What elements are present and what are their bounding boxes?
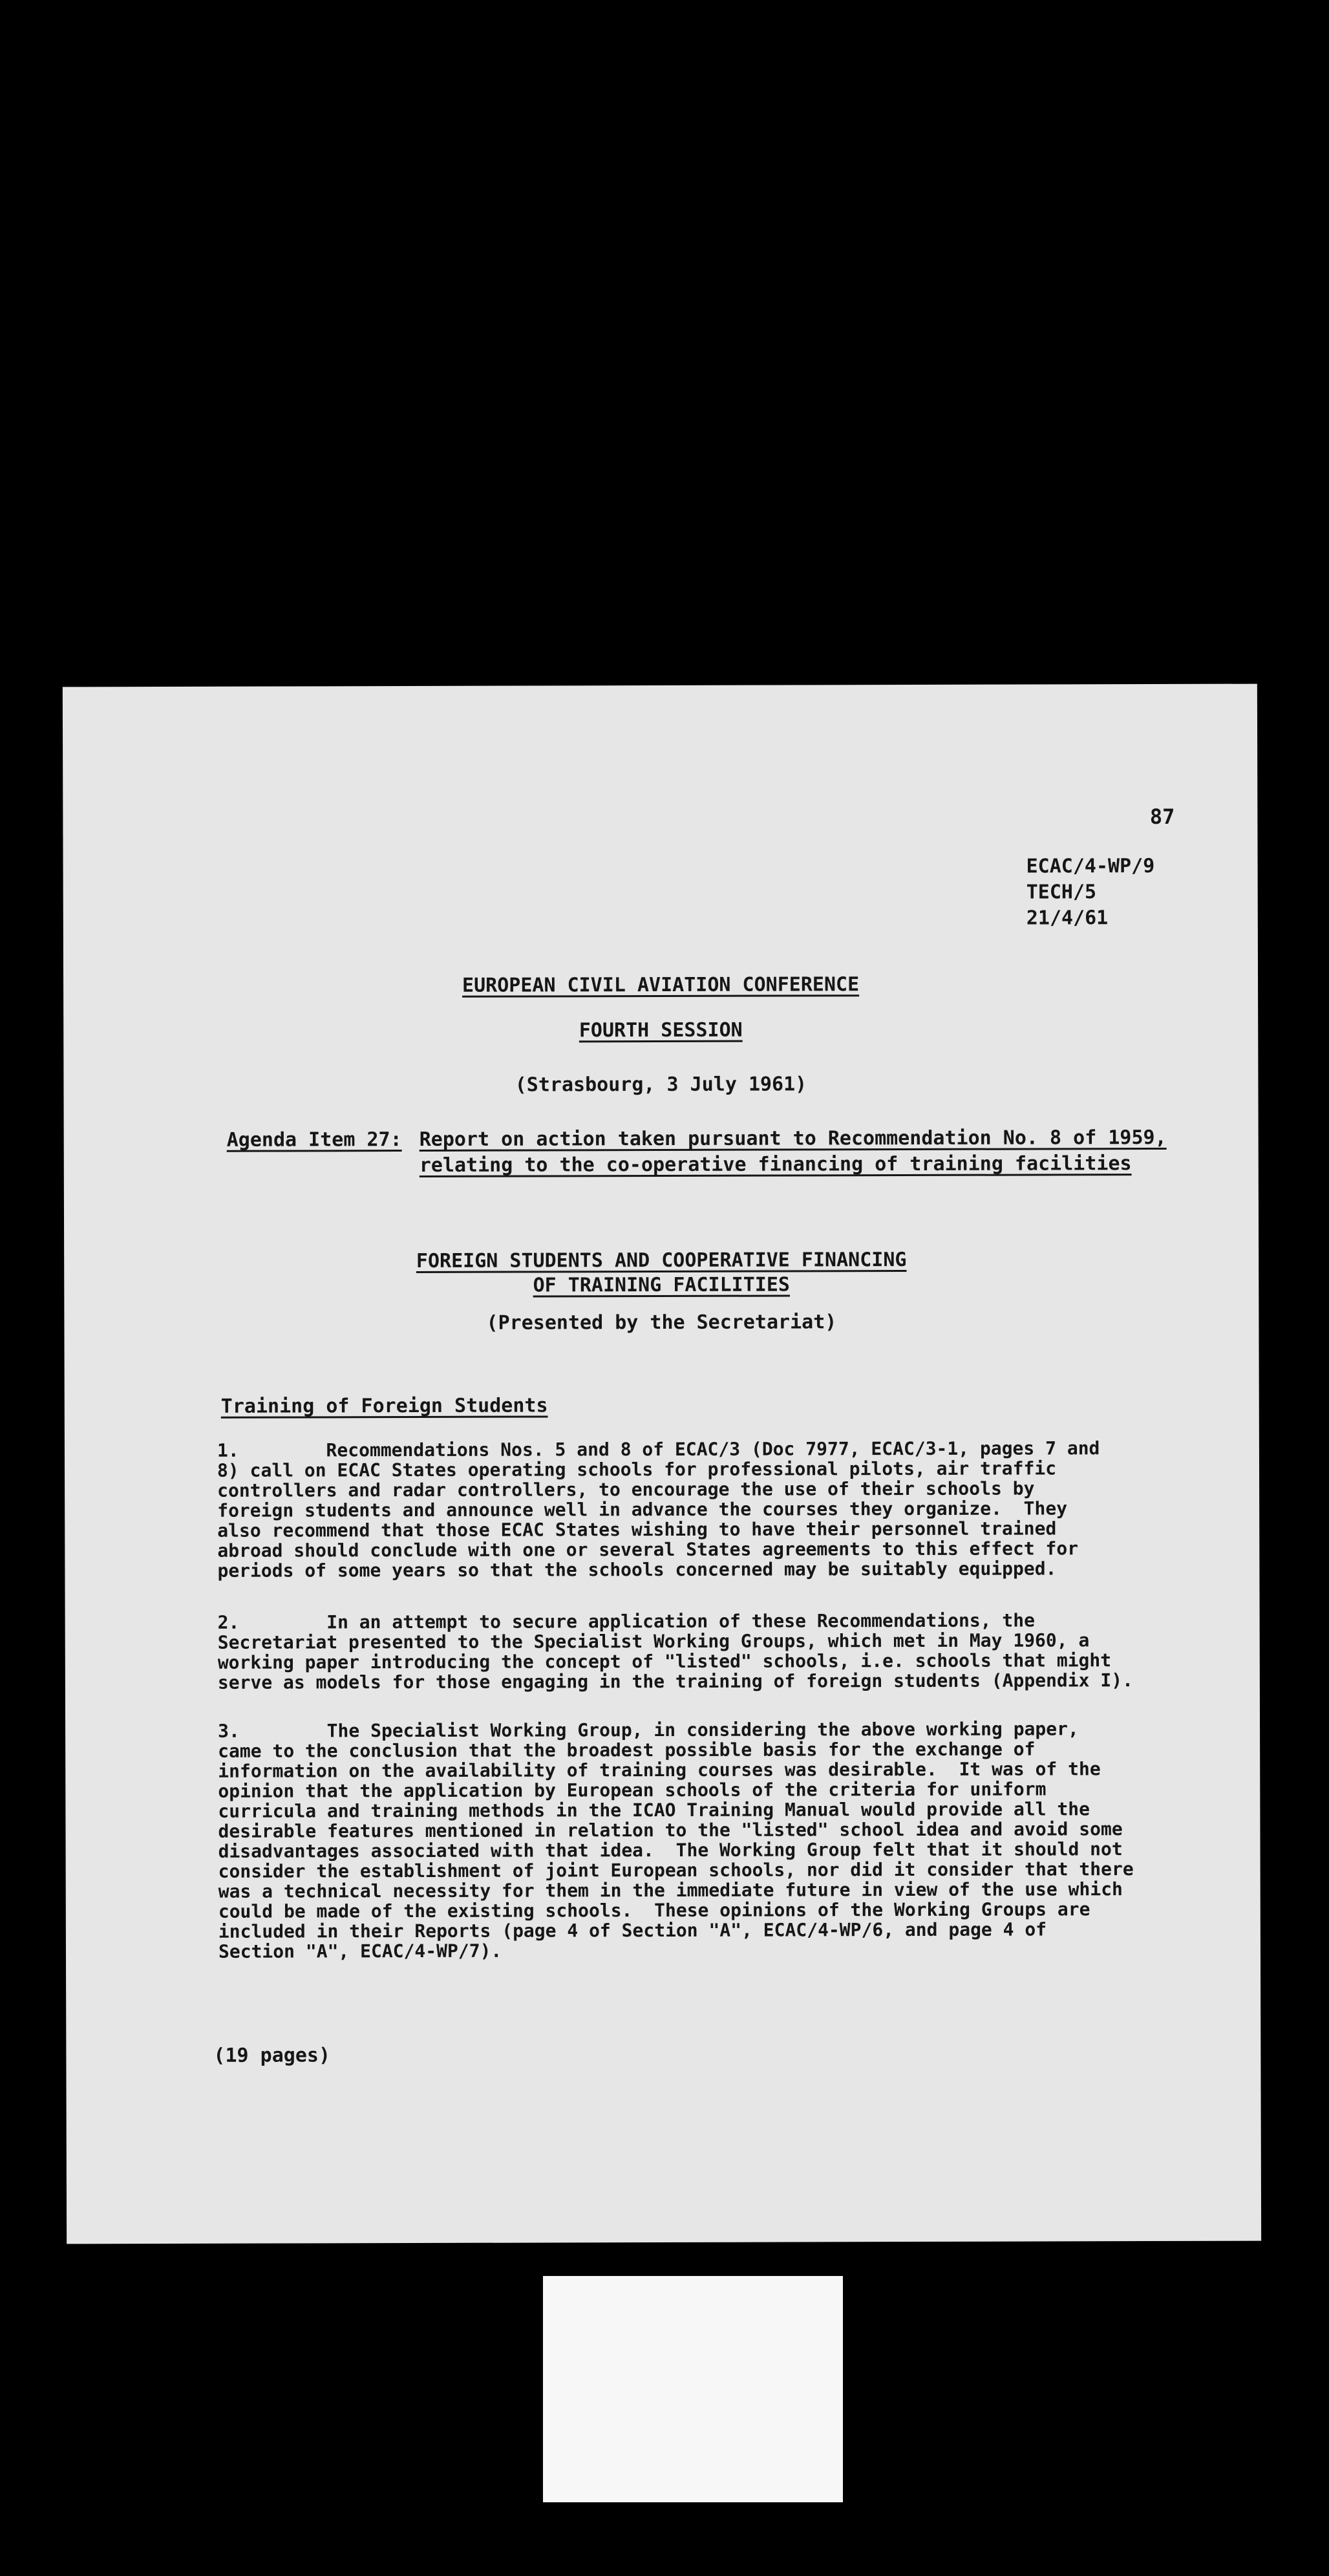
- page-number: 87: [1149, 804, 1175, 830]
- document-title-line: FOREIGN STUDENTS AND COOPERATIVE FINANCING: [416, 1249, 907, 1272]
- blank-card: [543, 2276, 843, 2502]
- document-title-line: OF TRAINING FACILITIES: [533, 1273, 790, 1297]
- paragraph-2: 2. In an attempt to secure application of these Recommendations, the Secretariat presented to the Specialist Working Groups, which met in May 1960, a working paper introducing the concept of "listed" schools, i.e. schools that might serve as models for those engaging in the training of foreign students (Appendix I).: [217, 1609, 1133, 1693]
- agenda-subject-line: Report on action taken pursuant to Recommendation No. 8 of 1959,: [419, 1126, 1167, 1151]
- document-page: [63, 684, 1261, 2244]
- reference-code: ECAC/4-WP/9: [1026, 855, 1155, 878]
- page-count: (19 pages): [213, 2044, 331, 2067]
- reference-series: TECH/5: [1026, 881, 1097, 904]
- paragraph-1: 1. Recommendations Nos. 5 and 8 of ECAC/3 (Doc 7977, ECAC/3-1, pages 7 and 8) call on ECAC States operating schools for professional pilots, air traffic controllers and radar controllers, to encourage the use of their schools by foreign students and announce well in advance the courses they organize. They also recommend that those ECAC States wishing to have their personnel trained abroad should conclude with one or several States agreements to this effect for periods of some years so that the schools concerned may be suitably equipped.: [217, 1437, 1100, 1582]
- agenda-label: Agenda Item 27:: [226, 1128, 402, 1152]
- agenda-subject-line: relating to the co-operative financing of training facilities: [419, 1152, 1132, 1177]
- presented-by: (Presented by the Secretariat): [486, 1311, 837, 1335]
- section-heading: Training of Foreign Students: [220, 1394, 548, 1418]
- organization-title: EUROPEAN CIVIL AVIATION CONFERENCE: [462, 973, 860, 997]
- session-title: FOURTH SESSION: [579, 1018, 743, 1042]
- paragraph-3: 3. The Specialist Working Group, in considering the above working paper, came to the conclusion that the broadest possible basis for the exchange of information on the availability of training courses was desirable. It was of the opinion that the application by European schools of the criteria for uniform curricula and training methods in the ICAO Training Manual would provide all the desirable features mentioned in relation to the "listed" school idea and avoid some disadvantages associated with that idea. The Working Group felt that it should not consider the establishment of joint European schools, nor did it consider that there was a technical necessity for them in the immediate future in view of the use which could be made of the existing schools. These opinions of the Working Groups are included in their Reports (page 4 of Section "A", ECAC/4-WP/6, and page 4 of Section "A", ECAC/4-WP/7).: [218, 1718, 1134, 1962]
- agenda-item: [227, 1125, 1167, 1179]
- venue-date: (Strasbourg, 3 July 1961): [515, 1073, 807, 1097]
- reference-date: 21/4/61: [1026, 907, 1109, 930]
- document-reference: [1026, 853, 1155, 932]
- agenda-subject: [420, 1125, 1167, 1179]
